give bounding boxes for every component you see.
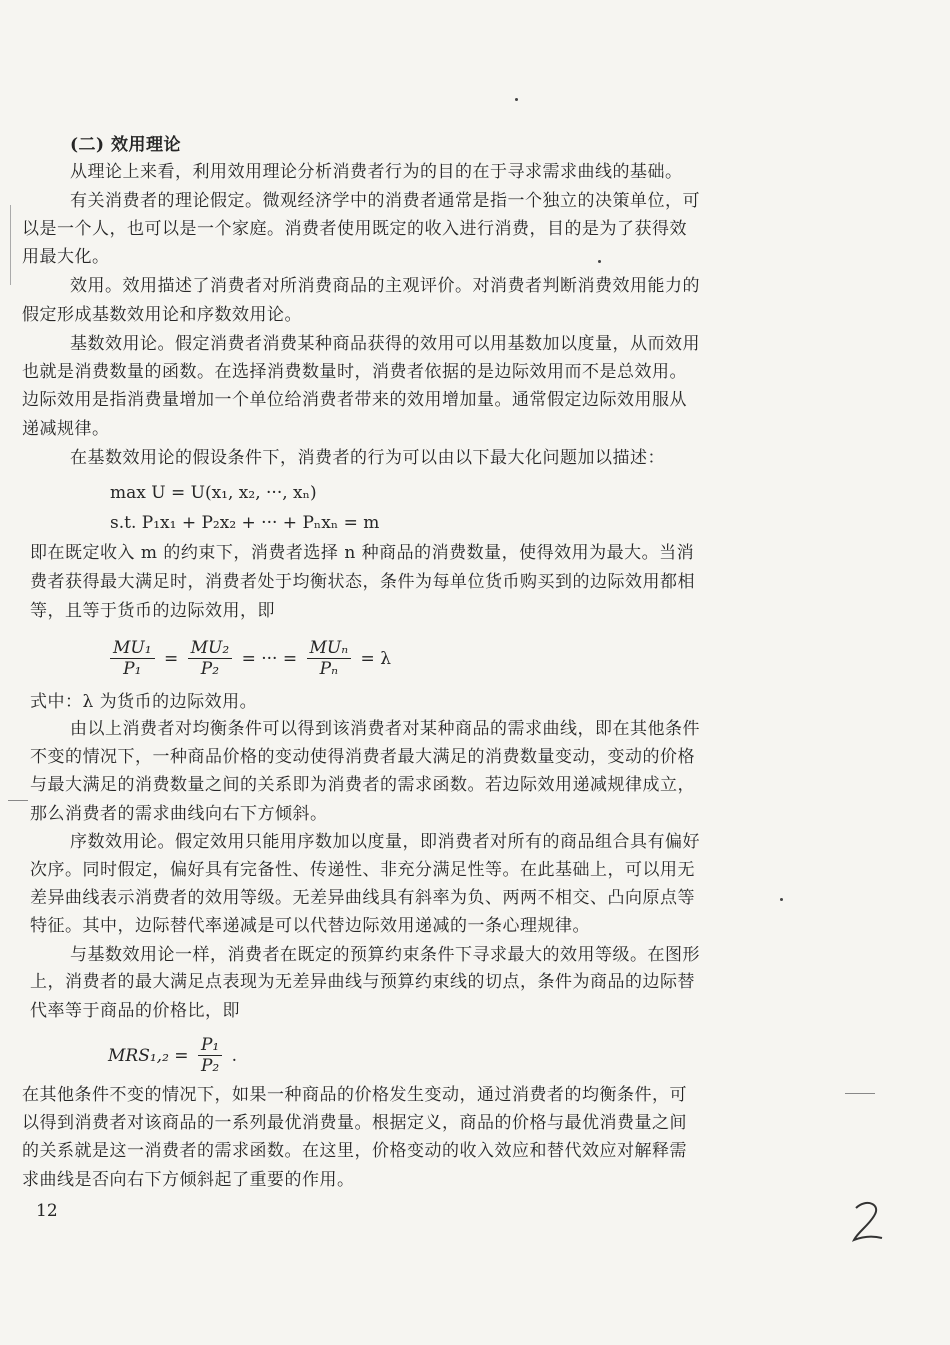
paragraph-line: 从理论上来看，利用效用理论分析消费者行为的目的在于寻求需求曲线的基础。	[70, 162, 683, 182]
scan-artifact	[10, 205, 11, 285]
paragraph-line: 与最大满足的消费数量之间的关系即为消费者的需求函数。若边际效用递减规律成立，	[30, 775, 695, 795]
fraction-denominator: Pₙ	[319, 659, 338, 679]
paragraph-line: 递减规律。	[22, 419, 110, 439]
paragraph-line: 特征。其中，边际替代率递减是可以代替边际效用递减的一条心理规律。	[30, 916, 590, 936]
paragraph-line: 式中：λ 为货币的边际效用。	[30, 692, 258, 712]
paragraph-line: 即在既定收入 m 的约束下，消费者选择 n 种商品的消费数量，使得效用为最大。当消	[30, 543, 695, 563]
paragraph-line: 基数效用论。假定消费者消费某种商品获得的效用可以用基数加以度量，从而效用	[70, 334, 700, 354]
paragraph-line: 的关系就是这一消费者的需求函数。在这里，价格变动的收入效应和替代效应对解释需	[22, 1141, 687, 1161]
paragraph-line: 费者获得最大满足时，消费者处于均衡状态，条件为每单位货币购买到的边际效用都相	[30, 572, 695, 592]
paragraph-line: 在基数效用论的假设条件下，消费者的行为可以由以下最大化问题加以描述：	[70, 448, 665, 468]
paragraph-line: 代率等于商品的价格比，即	[30, 1001, 240, 1021]
paragraph-line: 那么消费者的需求曲线向右下方倾斜。	[30, 804, 328, 824]
scan-dot	[598, 260, 601, 263]
scan-artifact	[845, 1093, 875, 1094]
paragraph-line: 有关消费者的理论假定。微观经济学中的消费者通常是指一个独立的决策单位，可	[70, 191, 700, 211]
formula-equilibrium	[108, 638, 393, 679]
fraction-denominator: P₁	[123, 659, 142, 679]
scan-dot	[780, 898, 783, 901]
formula-objective: max U = U(x₁, x₂, ···, xₙ)	[110, 483, 317, 503]
paragraph-line: 假定形成基数效用论和序数效用论。	[22, 305, 302, 325]
section-heading: (二) 效用理论	[70, 135, 182, 155]
fraction	[198, 1035, 222, 1076]
paragraph-line: 不变的情况下，一种商品价格的变动使得消费者最大满足的消费数量变动，变动的价格	[30, 747, 695, 767]
paragraph-line: 以得到消费者对该商品的一系列最优消费量。根据定义，商品的价格与最优消费量之间	[22, 1113, 687, 1133]
paragraph-line: 由以上消费者对均衡条件可以得到该消费者对某种商品的需求曲线，即在其他条件	[70, 719, 700, 739]
paragraph-line: 序数效用论。假定效用只能用序数加以度量，即消费者对所有的商品组合具有偏好	[70, 832, 700, 852]
formula-mrs	[106, 1035, 239, 1076]
equals-sign: =	[163, 648, 179, 669]
paragraph-line: 在其他条件不变的情况下，如果一种商品的价格发生变动，通过消费者的均衡条件，可	[22, 1085, 687, 1105]
scan-dot	[515, 98, 518, 101]
paragraph-line: 以是一个人，也可以是一个家庭。消费者使用既定的收入进行消费，目的是为了获得效	[22, 219, 687, 239]
paragraph-line: 边际效用是指消费量增加一个单位给消费者带来的效用增加量。通常假定边际效用服从	[22, 390, 687, 410]
paragraph-line: 也就是消费数量的函数。在选择消费数量时，消费者依据的是边际效用而不是总效用。	[22, 362, 687, 382]
scan-artifact	[8, 800, 28, 801]
fraction	[110, 638, 155, 679]
paragraph-line: 差异曲线表示消费者的效用等级。无差异曲线具有斜率为负、两两不相交、凸向原点等	[30, 888, 695, 908]
fraction	[188, 638, 233, 679]
fraction-numerator: MU₁	[110, 638, 155, 659]
paragraph-line: 用最大化。	[22, 247, 110, 267]
page-number: 12	[36, 1201, 58, 1221]
fraction-numerator: P₁	[198, 1035, 222, 1056]
paragraph-line: 效用。效用描述了消费者对所消费商品的主观评价。对消费者判断消费效用能力的	[70, 276, 700, 296]
paragraph-line: 上，消费者的最大满足点表现为无差异曲线与预算约束线的切点，条件为商品的边际替	[30, 972, 695, 992]
fraction-numerator: MUₙ	[307, 638, 352, 659]
fraction-numerator: MU₂	[188, 638, 233, 659]
fraction-denominator: P₂	[200, 659, 220, 679]
ellipsis-equals: = ··· =	[241, 648, 298, 669]
paragraph-line: 与基数效用论一样，消费者在既定的预算约束条件下寻求最大的效用等级。在图形	[70, 945, 700, 965]
handwritten-mark	[848, 1198, 888, 1248]
paragraph-line: 求曲线是否向右下方倾斜起了重要的作用。	[22, 1170, 355, 1190]
lambda-term: = λ	[360, 648, 391, 669]
paragraph-line: 等，且等于货币的边际效用，即	[30, 601, 275, 621]
fraction-denominator: P₂	[200, 1056, 220, 1076]
mrs-label: MRS₁,₂ =	[108, 1045, 189, 1066]
formula-constraint: s.t. P₁x₁ + P₂x₂ + ··· + Pₙxₙ = m	[110, 513, 380, 533]
fraction	[307, 638, 352, 679]
paragraph-line: 次序。同时假定，偏好具有完备性、传递性、非充分满足性等。在此基础上，可以用无	[30, 860, 695, 880]
period: .	[231, 1045, 238, 1066]
